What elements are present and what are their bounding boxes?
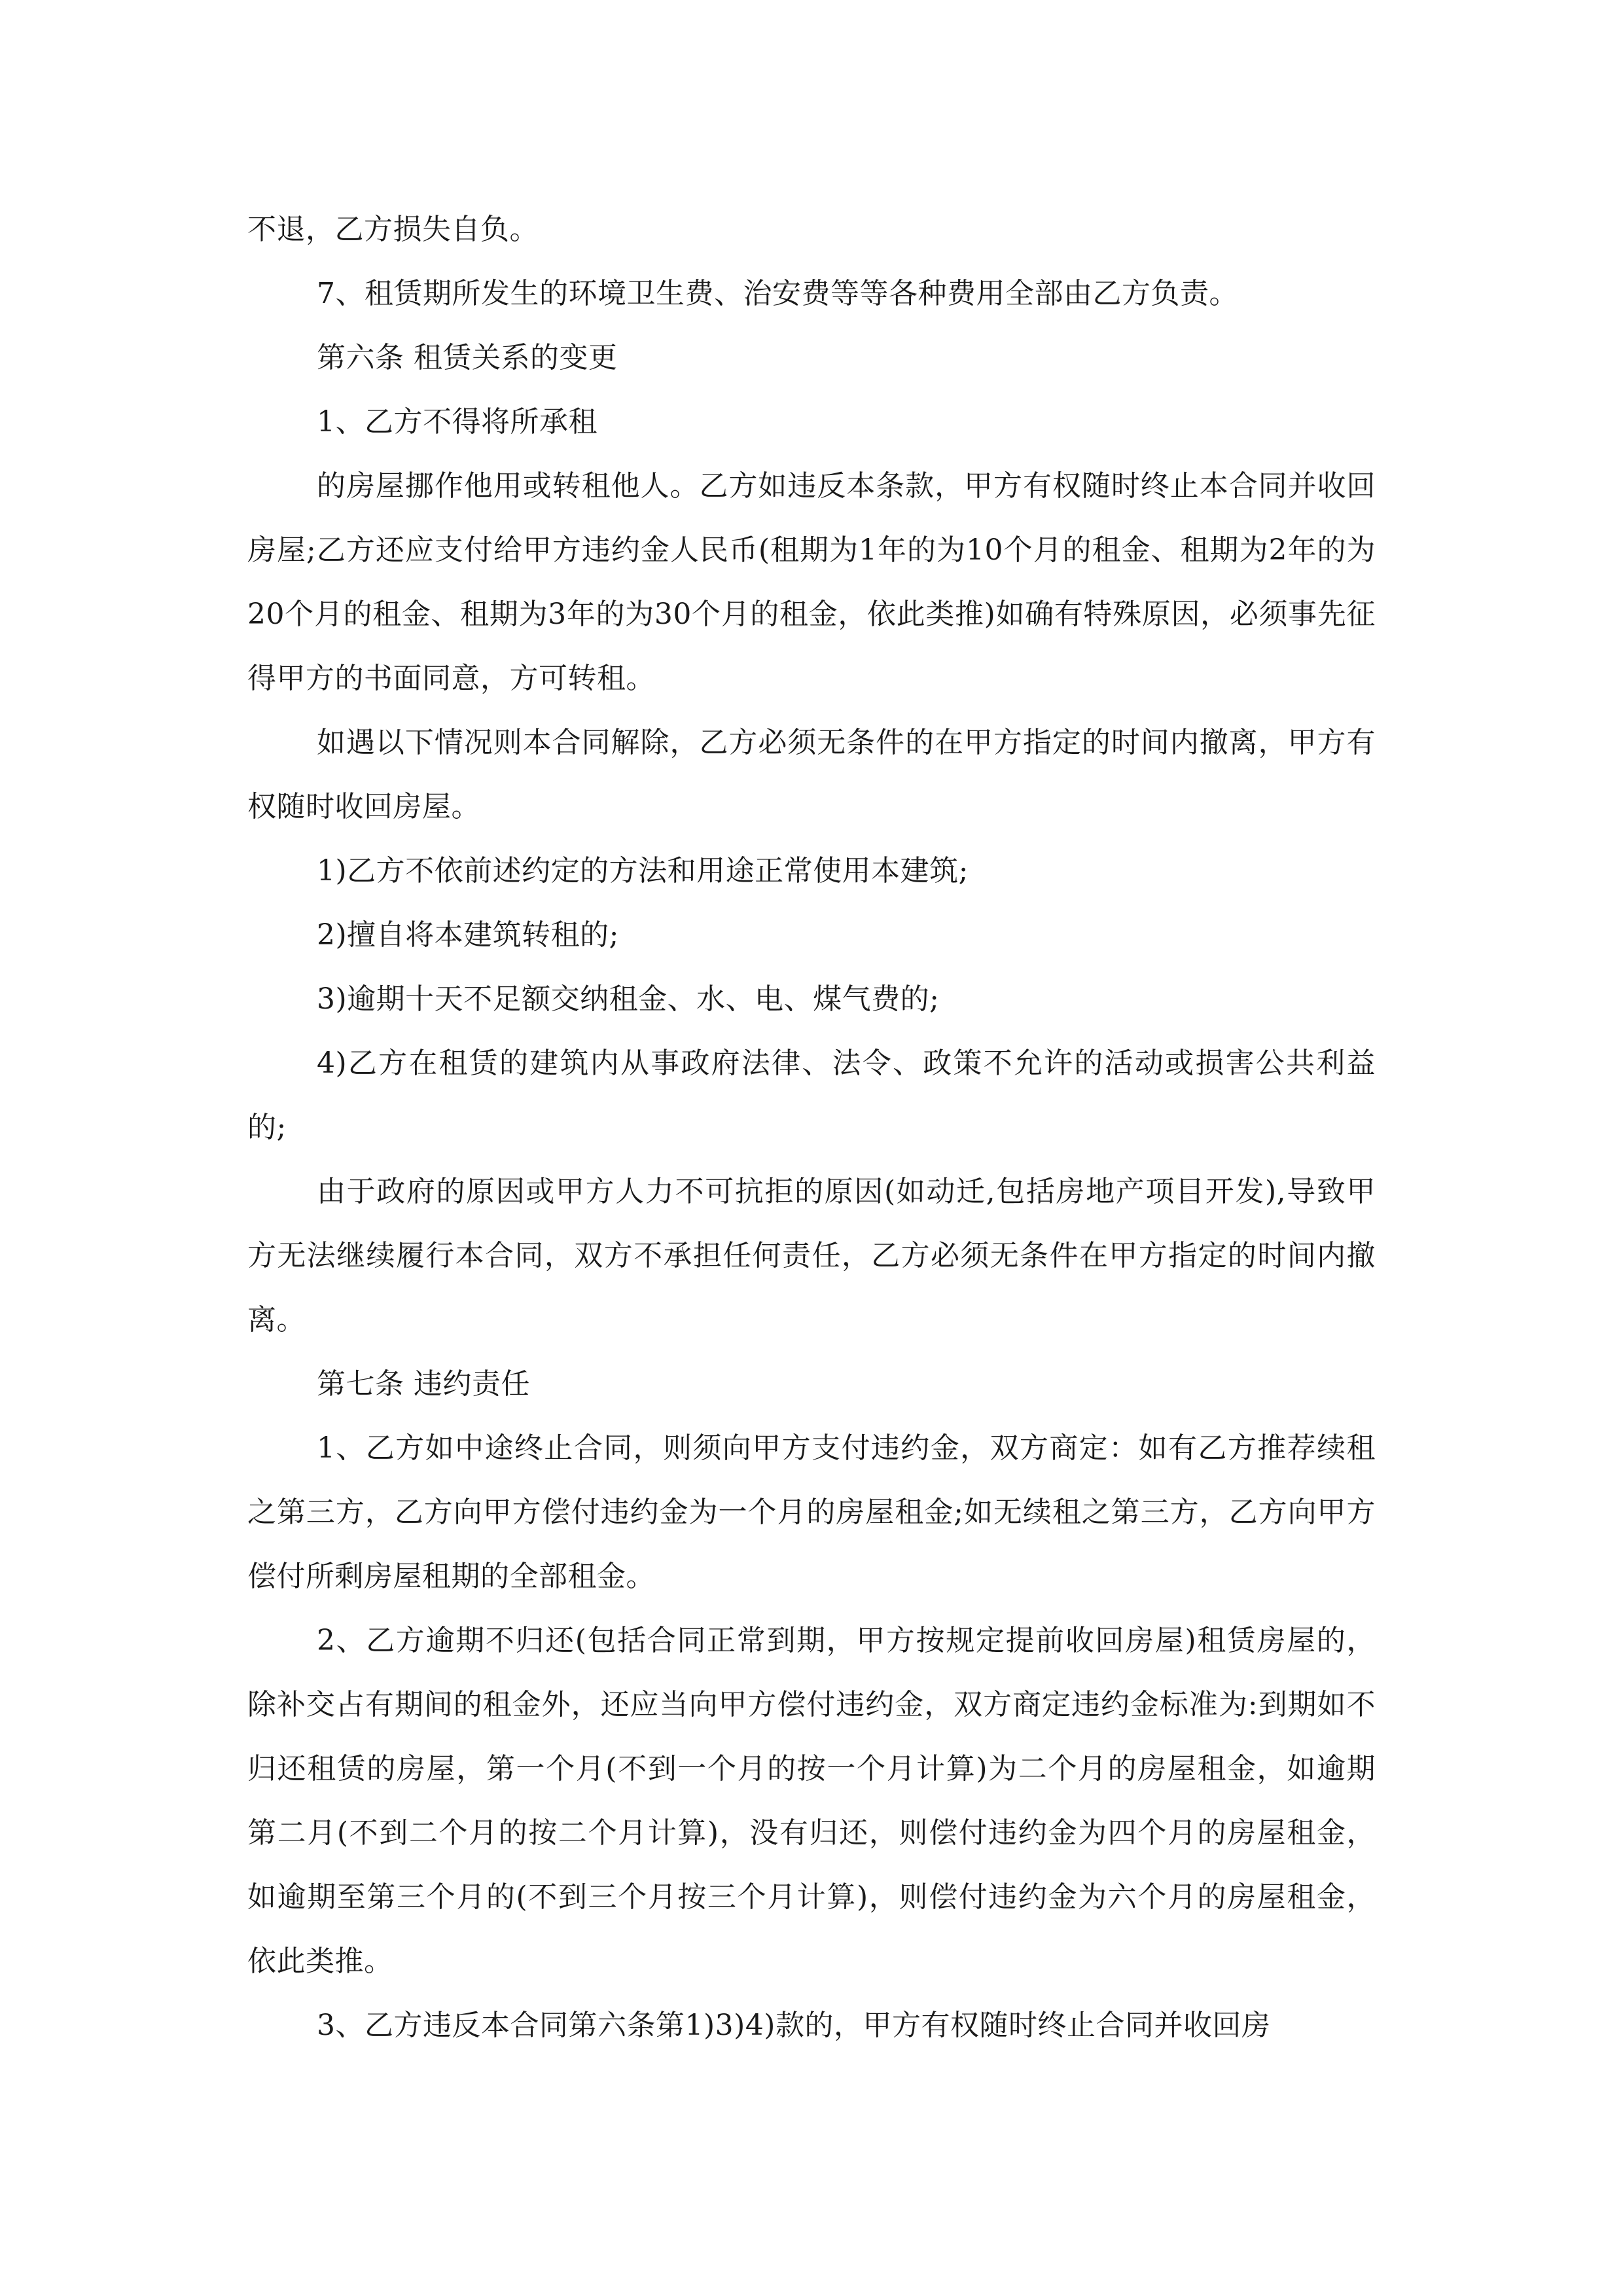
list-item-4: 4)乙方在租赁的建筑内从事政府法律、法令、政策不允许的活动或损害公共利益的; [247,1047,1376,1144]
list-item-3: 3)逾期十天不足额交纳租金、水、电、煤气费的; [317,982,940,1016]
paragraph-5: 的房屋挪作他用或转租他人。乙方如违反本条款，甲方有权随时终止本合同并收回房屋;乙方还应支付给甲方违约金人民币(租期为1年的为10个月的租金、租期为2年的为20个月的租金、租期为3年的为30个月的租金，依此类推)如确有特殊原因，必须事先征得甲方的书面同意，方可转租。 [247,469,1376,695]
paragraph-11: 由于政府的原因或甲方人力不可抗拒的原因(如动迁,包括房地产项目开发),导致甲方无法继续履行本合同，双方不承担任何责任，乙方必须无条件在甲方指定的时间内撤离。 [247,1175,1376,1336]
paragraph-4: 1、乙方不得将所承租 [317,405,597,439]
section-heading-7: 第七条 违约责任 [317,1367,530,1401]
document-body [247,198,1376,2058]
list-item-1: 1)乙方不依前述约定的方法和用途正常使用本建筑; [317,854,969,888]
list-item-2: 2)擅自将本建筑转租的; [317,918,619,952]
paragraph-1: 不退，乙方损失自负。 [247,213,539,246]
paragraph-2: 7、租赁期所发生的环境卫生费、治安费等等各种费用全部由乙方负责。 [317,277,1238,310]
paragraph-14: 2、乙方逾期不归还(包括合同正常到期，甲方按规定提前收回房屋)租赁房屋的，除补交占有期间的租金外，还应当向甲方偿付违约金，双方商定违约金标准为:到期如不归还租赁的房屋，第一个月(不到一个月的按一个月计算)为二个月的房屋租金，如逾期第二月(不到二个月的按二个月计算)，没有归还，则偿付违约金为四个月的房屋租金，如逾期至第三个月的(不到三个月按三个月计算)，则偿付违约金为六个月的房屋租金，依此类推。 [247,1624,1376,1978]
paragraph-13: 1、乙方如中途终止合同，则须向甲方支付违约金，双方商定：如有乙方推荐续租之第三方，乙方向甲方偿付违约金为一个月的房屋租金;如无续租之第三方，乙方向甲方偿付所剩房屋租期的全部租金。 [247,1431,1376,1593]
paragraph-6: 如遇以下情况则本合同解除，乙方必须无条件的在甲方指定的时间内撤离，甲方有权随时收回房屋。 [247,726,1376,823]
paragraph-15: 3、乙方违反本合同第六条第1)3)4)款的，甲方有权随时终止合同并收回房 [317,2009,1271,2042]
section-heading-6: 第六条 租赁关系的变更 [317,341,618,374]
